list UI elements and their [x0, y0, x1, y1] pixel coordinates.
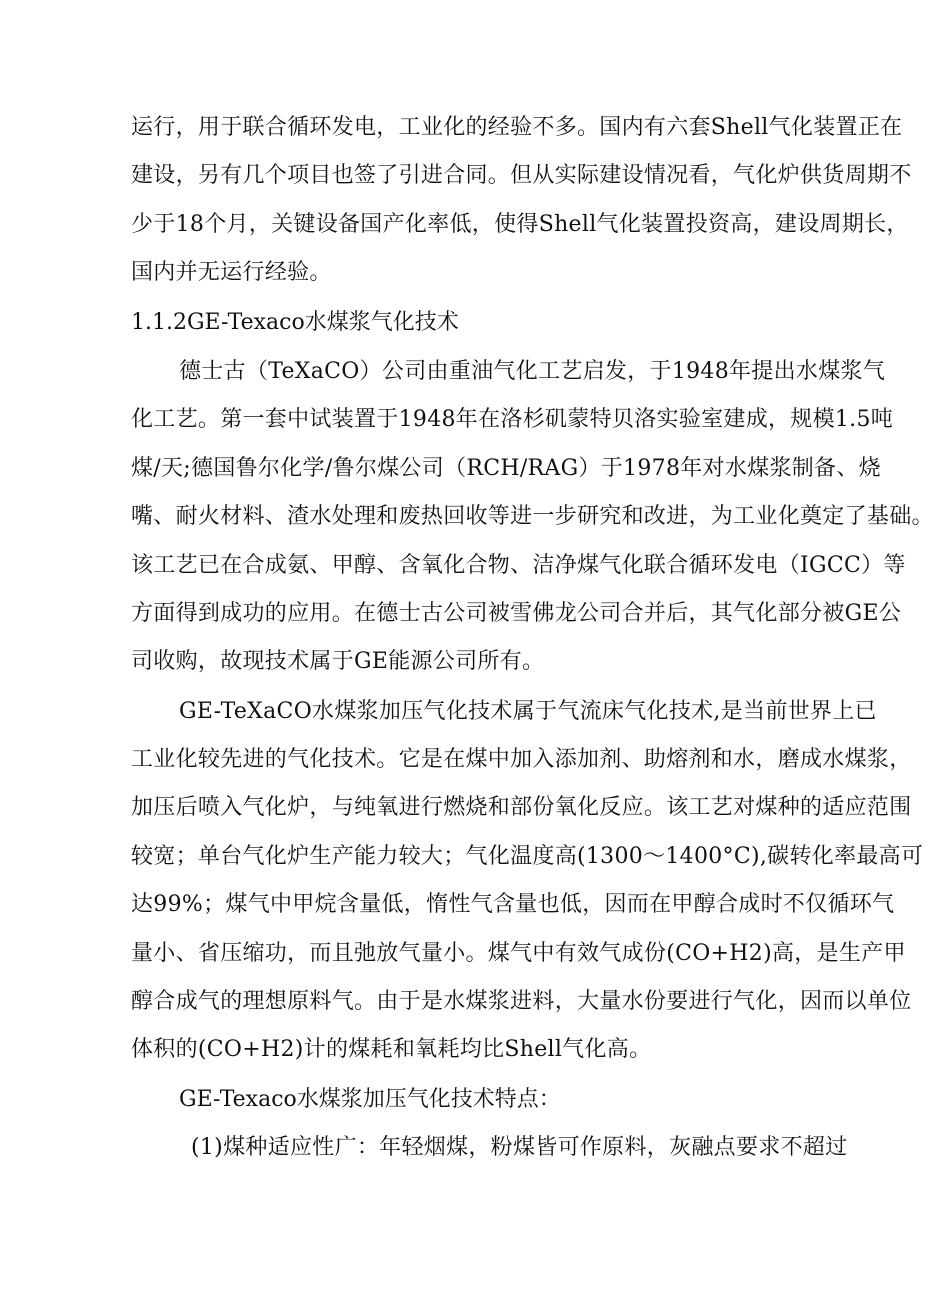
paragraph-2-line-2: 化工艺。第一套中试装置于1948年在洛杉矶蒙特贝洛实验室建成，规模1.5吨 [131, 407, 894, 432]
paragraph-3-line-4: 较宽；单台气化炉生产能力较大；气化温度高(1300～1400°C),碳转化率最高可 [131, 844, 924, 869]
paragraph-2-line-7: 司收购，故现技术属于GE能源公司所有。 [131, 649, 545, 674]
paragraph-3-line-3: 加压后喷入气化炉，与纯氧进行燃烧和部份氧化反应。该工艺对煤种的适应范围 [131, 795, 912, 820]
paragraph-3-line-1: GE-TeXaCO水煤浆加压气化技术属于气流床气化技术,是当前世界上已 [179, 699, 877, 724]
paragraph-3-line-5: 达99%；煤气中甲烷含量低，惰性气含量也低，因而在甲醇合成时不仅循环气 [131, 892, 895, 917]
paragraph-2-line-3: 煤/天;德国鲁尔化学/鲁尔煤公司（RCH/RAG）于1978年对水煤浆制备、烧 [131, 456, 881, 481]
paragraph-2-line-6: 方面得到成功的应用。在德士古公司被雪佛龙公司合并后，其气化部分被GE公 [131, 601, 902, 626]
paragraph-3-line-6: 量小、省压缩功，而且弛放气量小。煤气中有效气成份(CO+H2)高，是生产甲 [131, 941, 906, 966]
paragraph-1-line-1: 运行，用于联合循环发电，工业化的经验不多。国内有六套Shell气化装置正在 [131, 115, 903, 140]
paragraph-3-line-2: 工业化较先进的气化技术。它是在煤中加入添加剂、助熔剂和水，磨成水煤浆， [131, 747, 912, 772]
paragraph-1-line-3: 少于18个月，关键设备国产化率低，使得Shell气化装置投资高，建设周期长， [131, 212, 909, 237]
paragraph-3-line-8: 体积的(CO+H2)计的煤耗和氧耗均比Shell气化高。 [131, 1037, 652, 1062]
paragraph-2-line-1: 德士古（TeXaCO）公司由重油气化工艺启发，于1948年提出水煤浆气 [179, 359, 886, 384]
feature-item-1-line-1: (1)煤种适应性广：年轻烟煤，粉煤皆可作原料，灰融点要求不超过 [191, 1135, 848, 1160]
paragraph-1-line-4: 国内并无运行经验。 [131, 260, 332, 285]
paragraph-2-line-4: 嘴、耐火材料、渣水处理和废热回收等进一步研究和改进，为工业化奠定了基础。 [131, 504, 934, 529]
paragraph-2-line-5: 该工艺已在合成氨、甲醇、含氧化合物、洁净煤气化联合循环发电（IGCC）等 [131, 553, 906, 578]
features-title: GE-Texaco水煤浆加压气化技术特点： [179, 1087, 561, 1112]
section-heading: 1.1.2GE-Texaco水煤浆气化技术 [131, 310, 459, 335]
paragraph-1-line-2: 建设，另有几个项目也签了引进合同。但从实际建设情况看，气化炉供货周期不 [131, 163, 912, 188]
paragraph-3-line-7: 醇合成气的理想原料气。由于是水煤浆进料，大量水份要进行气化，因而以单位 [131, 989, 912, 1014]
